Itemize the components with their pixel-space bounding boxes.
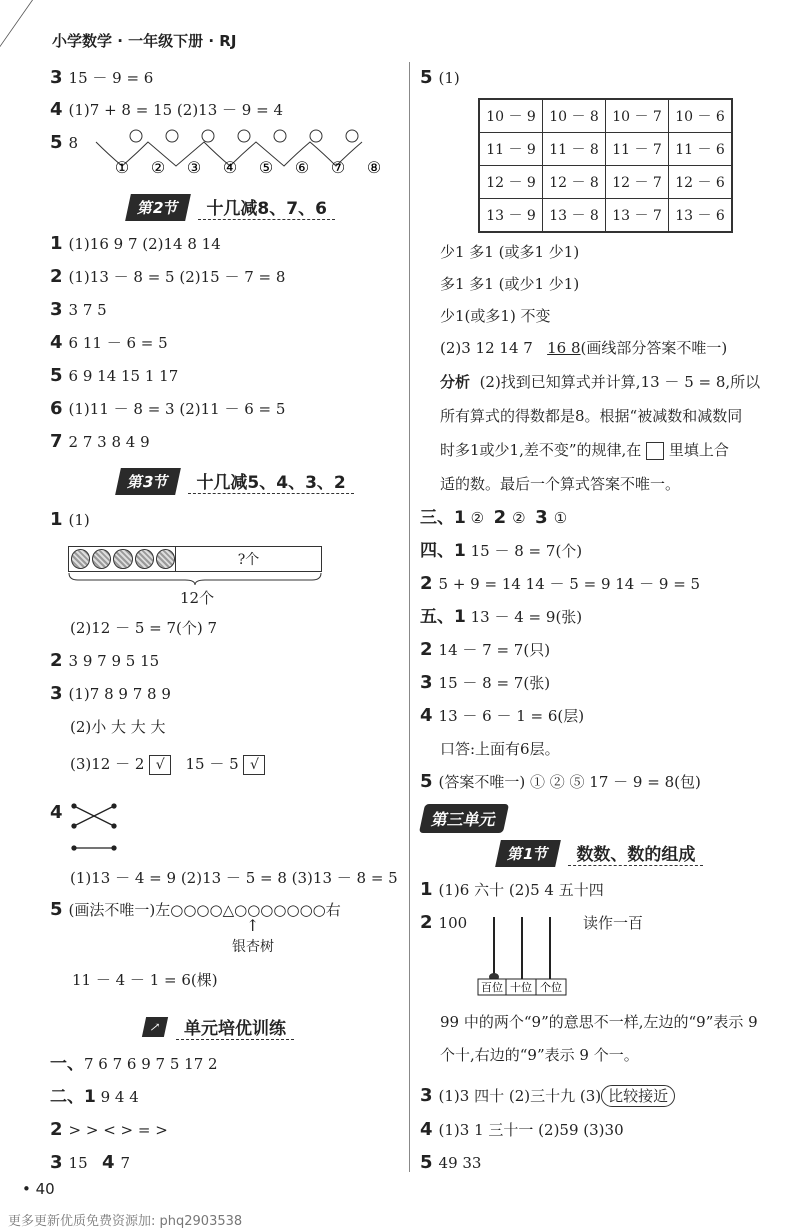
top-circle	[202, 130, 214, 142]
answer-s3-3-p2: (2)小 大 大 大	[70, 718, 166, 736]
section-tag: 第1节	[495, 840, 561, 867]
answer-text: > > < > = >	[68, 1121, 168, 1139]
answer-si-2	[420, 574, 700, 594]
answer-s2-5	[50, 366, 178, 386]
item-number: 7	[50, 431, 63, 452]
answer-u4	[420, 1120, 624, 1140]
unit-heading: 第三单元	[419, 804, 509, 833]
analysis-text: (2)找到已知算式并计算,13 － 5 = 8,所以	[479, 373, 761, 391]
explain-line-2: 个十,右边的“9”表示 9 个一。	[440, 1046, 639, 1064]
explain-line-1: 99 中的两个“9”的意思不一样,左边的“9”表示 9	[440, 1013, 758, 1031]
table-cell: 10 － 6	[669, 99, 733, 133]
shaded-ball	[71, 549, 90, 569]
section-3-heading	[118, 468, 354, 494]
answer-text: 49 33	[438, 1154, 482, 1172]
answer-s3-3	[50, 684, 171, 704]
item-number: 2	[493, 507, 507, 528]
answer-s3-5	[50, 900, 341, 920]
section-title: 十几减5、4、3、2	[188, 468, 353, 494]
item-number: 2	[50, 266, 63, 287]
answer-text: 6 9 14 15 1 17	[68, 367, 179, 385]
section-title: 数数、数的组成	[568, 840, 703, 866]
answer-s3-5-eq: 11 － 4 － 1 = 6(棵)	[72, 971, 218, 989]
circle-label: ⑧	[366, 158, 382, 177]
section-2-heading	[128, 194, 335, 220]
table-cell: 11 － 6	[669, 133, 733, 166]
answer-text: (1)7 8 9 7 8 9	[68, 685, 171, 703]
item-number: 2	[50, 1119, 63, 1140]
circle-label: ⑦	[330, 158, 346, 177]
table-cell: 11 － 9	[479, 133, 543, 166]
answer-s3-4: (1)13 － 4 = 9 (2)13 － 5 = 8 (3)13 － 8 = 5	[70, 869, 398, 887]
answer-text: (1)3 四十 (2)三十九 (3)	[438, 1087, 602, 1105]
table-cell: 12 － 7	[606, 166, 669, 199]
item-number: 2	[420, 912, 433, 933]
answer-wu-4-oral: 口答:上面有6层。	[440, 740, 560, 758]
top-circle	[166, 130, 178, 142]
answer-text: 15 － 8 = 7(张)	[438, 674, 551, 692]
answer-si	[420, 541, 582, 561]
section-title: 单元培优训练	[176, 1014, 294, 1040]
answer-s3-2	[50, 651, 159, 671]
item-number: 5	[50, 899, 63, 920]
table-cell: 10 － 7	[606, 99, 669, 133]
table-cell: 13 － 8	[543, 199, 606, 233]
section-tag: 第2节	[125, 194, 191, 221]
table-cell: 13 － 7	[606, 199, 669, 233]
table-cell: 11 － 7	[606, 133, 669, 166]
shaded-ball	[135, 549, 154, 569]
circled-answer: 比较接近	[601, 1085, 675, 1107]
table-cell: 10 － 8	[543, 99, 606, 133]
item-number: 1	[50, 509, 63, 530]
answer-text: 15	[68, 1154, 88, 1172]
circle-label: ⑥	[294, 158, 310, 177]
answer-s2-3	[50, 300, 107, 320]
top-circle	[274, 130, 286, 142]
answer-text: ②	[470, 509, 485, 527]
page-number: • 40	[22, 1180, 55, 1198]
subtraction-table	[478, 98, 733, 233]
item-number: 5	[50, 365, 63, 386]
answer-wu-5	[420, 772, 701, 792]
expr: (3)12 － 2	[70, 755, 145, 773]
footer-watermark: 更多更新优质免费资源加: phq2903538	[8, 1214, 243, 1229]
answer-text: 3 7 5	[68, 301, 107, 319]
analysis-line-4: 适的数。最后一个算式答案不唯一。	[440, 475, 681, 493]
table-cell: 11 － 8	[543, 133, 606, 166]
shaded-ball	[113, 549, 132, 569]
analysis-line-1	[440, 372, 760, 392]
rule-1: 少1 多1 (或多1 少1)	[440, 243, 580, 261]
analysis-label: 分析	[440, 373, 471, 391]
underlined-answer: 16 8	[547, 339, 581, 357]
answer-wu-2	[420, 640, 550, 660]
circle-label: ①	[114, 158, 130, 177]
answer-l5	[50, 133, 78, 153]
read-as: 读作一百	[583, 914, 644, 932]
answer-u1	[420, 880, 604, 900]
top-circle	[130, 130, 142, 142]
training-heading	[144, 1014, 294, 1040]
section-1-heading	[498, 840, 703, 866]
abacus-label: 个位	[540, 981, 562, 994]
answer-t2	[50, 1087, 139, 1107]
expr: 15 － 5	[185, 755, 239, 773]
answer-text: 15 － 9 = 6	[68, 69, 154, 87]
item-number: 2	[50, 650, 63, 671]
matching-lines-diagram	[70, 800, 120, 856]
page-corner-decoration	[0, 0, 33, 48]
table-cell: 13 － 9	[479, 199, 543, 233]
circle-label: ⑤	[258, 158, 274, 177]
abacus-label: 百位	[481, 981, 503, 994]
answer-text: 5 + 9 = 14 14 － 5 = 9 14 － 9 = 5	[438, 575, 701, 593]
answer-r5	[420, 68, 460, 88]
answer-s2-1	[50, 234, 221, 254]
bar-total: 12个	[180, 589, 215, 607]
circle-label: ④	[222, 158, 238, 177]
check-box: √	[149, 755, 171, 775]
answer-text: (1)7 + 8 = 15 (2)13 － 9 = 4	[68, 101, 283, 119]
item-number: 5	[420, 67, 433, 88]
item-number: 3	[50, 1152, 63, 1173]
answer-text: 14 － 7 = 7(只)	[438, 641, 551, 659]
answer-s2-2	[50, 267, 285, 287]
answer-t3	[50, 1120, 168, 1140]
column-divider	[409, 62, 410, 1172]
item-number: 1	[420, 879, 433, 900]
table-row	[479, 99, 732, 133]
answer-r5-2	[440, 338, 727, 358]
answer-u5	[420, 1153, 481, 1173]
answer-s2-4	[50, 333, 168, 353]
item-number: 3	[420, 672, 433, 693]
answer-text: 7	[120, 1154, 131, 1172]
answer-wu-1	[420, 607, 582, 627]
answer-note: (画线部分答案不唯一)	[580, 339, 728, 357]
answer-text: 6 11 － 6 = 5	[68, 334, 168, 352]
top-circle	[346, 130, 358, 142]
item-number: 4	[50, 99, 63, 120]
page-header: 小学数学 · 一年级下册 · RJ	[52, 32, 237, 50]
table-cell: 10 － 9	[479, 99, 543, 133]
answer-text: (1)	[438, 69, 460, 87]
abacus-diagram	[474, 915, 570, 997]
blank-box	[646, 442, 664, 460]
answer-s3-1	[50, 510, 90, 530]
shaded-ball	[92, 549, 111, 569]
item-number: 3	[50, 299, 63, 320]
abacus-label: 十位	[510, 981, 532, 994]
answer-san	[420, 508, 567, 528]
item-number: 3	[50, 683, 63, 704]
answer-u2	[420, 913, 467, 933]
answer-s3-1-p2: (2)12 － 5 = 7(个) 7	[70, 619, 218, 637]
answer-text: 13 － 6 － 1 = 6(层)	[438, 707, 585, 725]
answer-text: 13 － 4 = 9(张)	[470, 608, 583, 626]
answer-l4	[50, 100, 283, 120]
table-row	[479, 133, 732, 166]
rule-2: 多1 多1 (或少1 少1)	[440, 275, 580, 293]
item-number: 1	[50, 233, 63, 254]
item-number: 3	[535, 507, 548, 528]
item-number: 5	[420, 771, 433, 792]
shaded-ball	[156, 549, 175, 569]
answer-text: (答案不唯一) ① ② ⑤ 17 － 9 = 8(包)	[438, 773, 701, 791]
answer-text: 2 7 3 8 4 9	[68, 433, 150, 451]
item-number: 4	[101, 1152, 115, 1173]
answer-text: (画法不唯一)左○○○○△○○○○○○○右	[68, 901, 341, 919]
answer-text: 100	[438, 914, 468, 932]
tree-label: 银杏树	[232, 939, 274, 955]
item-number: 2	[420, 639, 433, 660]
item-number: 三、1	[420, 508, 466, 528]
item-number: 二、1	[50, 1087, 96, 1107]
bar-brace	[68, 572, 322, 586]
item-number: 5	[50, 132, 63, 153]
answer-text: (1)13 － 8 = 5 (2)15 － 7 = 8	[68, 268, 286, 286]
item-number: 5	[420, 1152, 433, 1173]
answer-text: (1)16 9 7 (2)14 8 14	[68, 235, 221, 253]
item-number: 6	[50, 398, 63, 419]
answer-text: (1)	[68, 511, 90, 529]
bar-balls	[69, 547, 176, 571]
answer-s2-7	[50, 432, 150, 452]
bar-model	[68, 546, 322, 572]
answer-text: (2)3 12 14 7	[440, 339, 533, 357]
answer-text: 15 － 8 = 7(个)	[470, 542, 583, 560]
section-tag: 第3节	[115, 468, 181, 495]
answer-u3	[420, 1085, 675, 1107]
item-number: 4	[420, 705, 433, 726]
top-circle	[310, 130, 322, 142]
table-cell: 13 － 6	[669, 199, 733, 233]
rule-3: 少1(或多1) 不变	[440, 307, 551, 325]
circle-label: ②	[150, 158, 166, 177]
analysis-line-2: 所有算式的得数都是8。根据“被减数和减数同	[440, 407, 743, 425]
answer-text: 8	[68, 134, 79, 152]
answer-text: (1)11 － 8 = 3 (2)11 － 6 = 5	[68, 400, 286, 418]
item-number: 2	[420, 573, 433, 594]
item-number: 3	[420, 1085, 433, 1106]
answer-t4	[50, 1153, 130, 1173]
answer-s3-4-num	[50, 803, 69, 823]
table-row	[479, 166, 732, 199]
answer-text: ①	[553, 509, 568, 527]
bar-unknown: ?个	[237, 552, 260, 568]
item-number: 4	[50, 802, 63, 823]
item-number: 五、1	[420, 607, 466, 627]
item-number: 4	[50, 332, 63, 353]
answer-text: (1)3 1 三十一 (2)59 (3)30	[438, 1121, 624, 1139]
analysis-text: 里填上合	[668, 441, 729, 459]
answer-wu-3	[420, 673, 550, 693]
circle-chain-diagram	[92, 128, 387, 178]
analysis-text: 时多1或少1,差不变”的规律,在	[440, 441, 642, 459]
analysis-line-3	[440, 440, 729, 460]
answer-text: 9 4 4	[100, 1088, 139, 1106]
item-number: 4	[420, 1119, 433, 1140]
check-box: √	[243, 755, 265, 775]
answer-wu-4	[420, 706, 584, 726]
answer-text: (1)6 六十 (2)5 4 五十四	[438, 881, 604, 899]
up-arrow-icon: ↑	[246, 916, 260, 935]
table-cell: 12 － 6	[669, 166, 733, 199]
circle-label: ③	[186, 158, 202, 177]
item-number: 四、1	[420, 541, 466, 561]
item-number: 一、	[50, 1054, 84, 1074]
answer-t1	[50, 1054, 218, 1074]
chart-trend-icon: ↗	[142, 1017, 168, 1037]
table-cell: 12 － 8	[543, 166, 606, 199]
answer-s2-6	[50, 399, 285, 419]
section-title: 十几减8、7、6	[198, 194, 335, 220]
answer-text: ②	[512, 509, 526, 527]
table-row	[479, 199, 732, 233]
answer-s3-3-p3	[70, 754, 265, 775]
top-circle	[238, 130, 250, 142]
answer-l3	[50, 68, 153, 88]
table-cell: 12 － 9	[479, 166, 543, 199]
answer-text: 7 6 7 6 9 7 5 17 2	[84, 1055, 218, 1073]
answer-text: 3 9 7 9 5 15	[68, 652, 160, 670]
item-number: 3	[50, 67, 63, 88]
